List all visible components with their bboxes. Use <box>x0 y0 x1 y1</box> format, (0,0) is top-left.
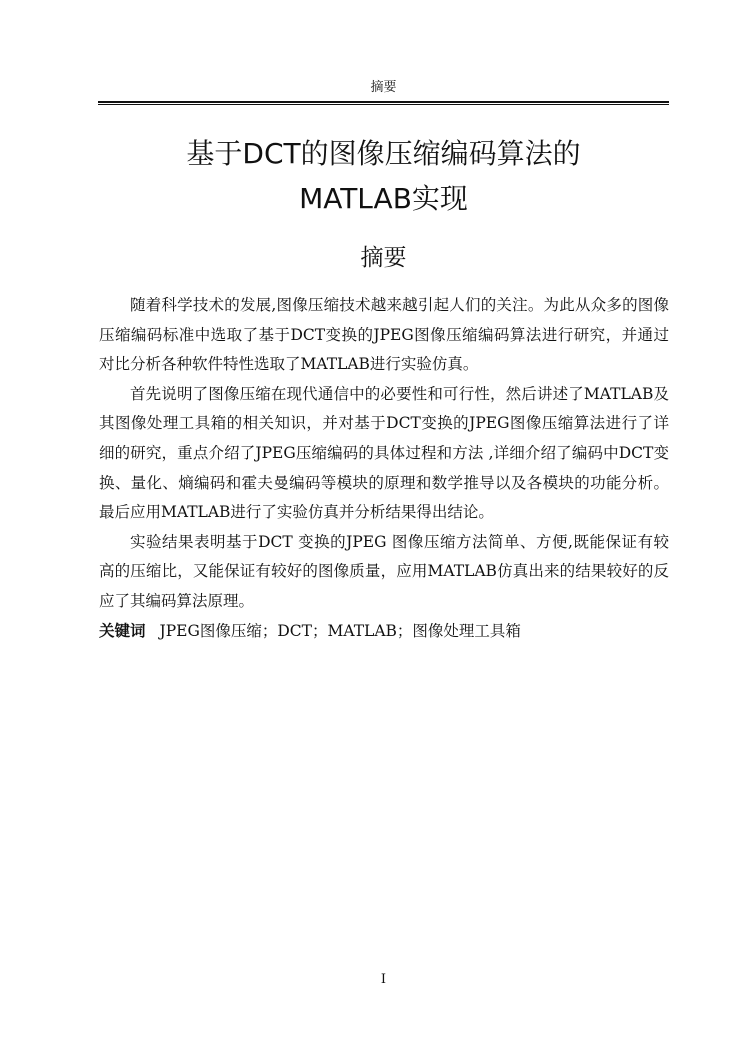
keywords-line <box>99 617 669 647</box>
running-header: 摘要 <box>370 80 397 95</box>
document-title-line-1: 基于DCT的图像压缩编码算法的 <box>186 137 581 170</box>
abstract-paragraph-3: 实验结果表明基于DCT 变换的JPEG 图像压缩方法简单、方便,既能保证有较高的压缩比，又能保证有较好的图像质量，应用MATLAB仿真出来的结果较好的反应了其编码算法原理。 <box>99 532 669 610</box>
abstract-paragraph-1: 随着科学技术的发展,图像压缩技术越来越引起人们的关注。为此从众多的图像压缩编码标准中选取了基于DCT变换的JPEG图像压缩编码算法进行研究，并通过对比分析各种软件特性选取了MATLAB进行实验仿真。 <box>99 296 669 374</box>
abstract-body <box>99 291 669 646</box>
document-title-line-2: MATLAB实现 <box>299 182 468 215</box>
keywords-value: JPEG图像压缩；DCT；MATLAB；图像处理工具箱 <box>159 621 521 640</box>
header-rule <box>98 101 669 103</box>
abstract-heading: 摘要 <box>360 245 407 271</box>
header-rule-thin <box>98 104 669 105</box>
abstract-paragraph-2: 首先说明了图像压缩在现代通信中的必要性和可行性，然后讲述了MATLAB及其图像处理工具箱的相关知识，并对基于DCT变换的JPEG图像压缩算法进行了详细的研究，重点介绍了JPEG压缩编码的具体过程和方法 ,详细介绍了编码中DCT变换、量化、熵编码和霍夫曼编码等模块的原理和数学推导以及各模块的功能分析。最后应用MATLAB进行了实验仿真并分析结果得出结论。 <box>99 384 669 522</box>
page-number: I <box>380 972 387 987</box>
keywords-label: 关键词 <box>99 621 146 640</box>
